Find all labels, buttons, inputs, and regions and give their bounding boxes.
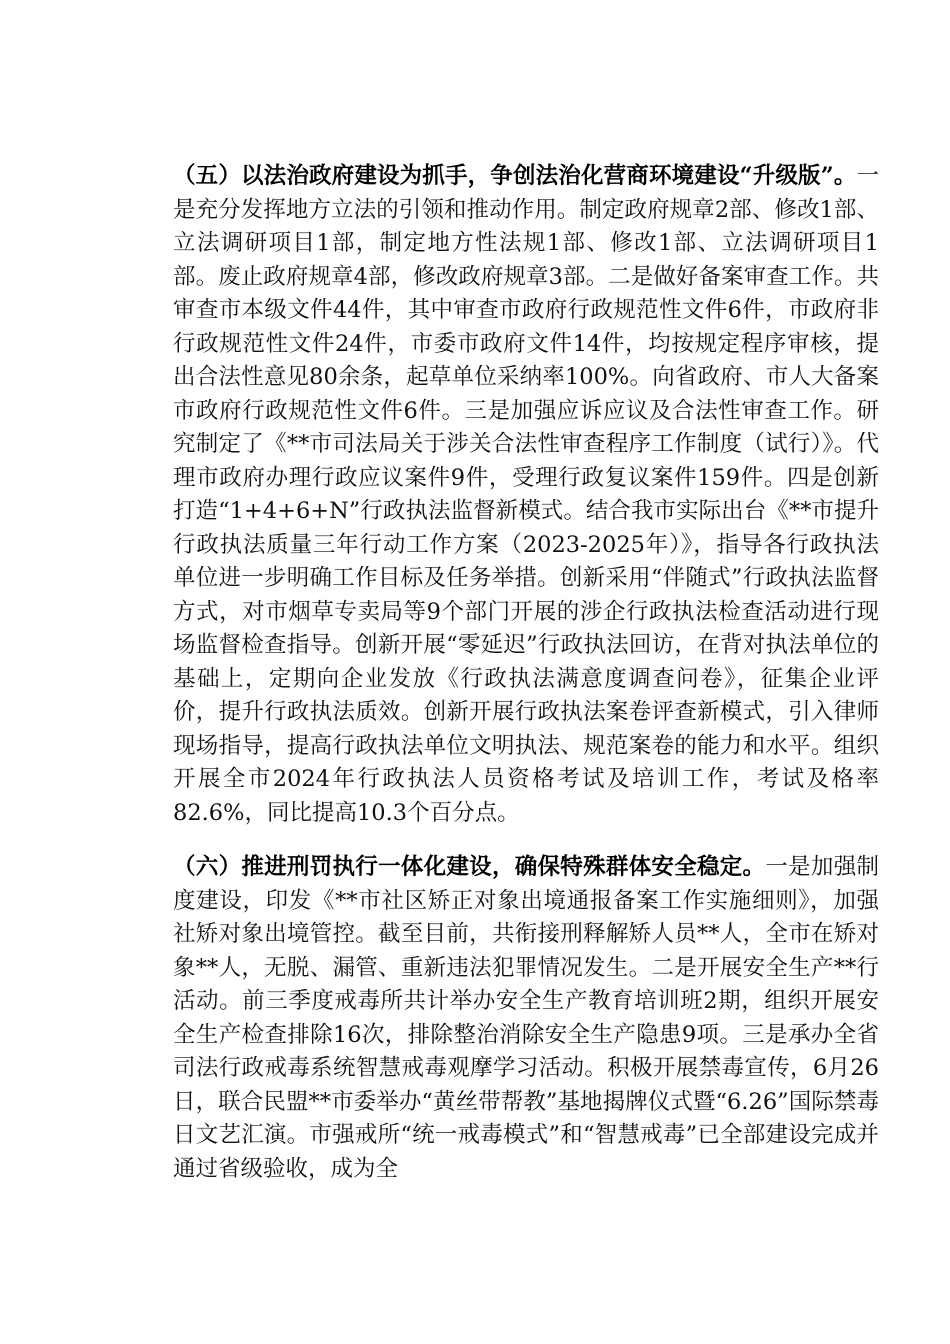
- paragraph-section-6: [128, 851, 879, 1186]
- section-5-heading: （五）以法治政府建设为抓手，争创法治化营商环境建设“升级版”。: [173, 163, 857, 189]
- section-6-heading: （六）推进刑罚执行一体化建设，确保特殊群体安全稳定。: [173, 854, 766, 880]
- section-6-body: 一是加强制度建设，印发《**市社区矫正对象出境通报备案工作实施细则》，加强社矫对象出境管控。截至目前，共衔接刑释解矫人员**人，全市在矫对象**人，无脱、漏管、重新违法犯罪情况发生。二是开展安全生产**行活动。前三季度戒毒所共计举办安全生产教育培训班2期，组织开展安全生产检查排除16次，排除整治消除安全生产隐患9项。三是承办全省司法行政戒毒系统智慧戒毒观摩学习活动。积极开展禁毒宣传，6月26日，联合民盟**市委举办“黄丝带帮教”基地揭牌仪式暨“6.26”国际禁毒日文艺汇演。市强戒所“统一戒毒模式”和“智慧戒毒”已全部建设完成并通过省级验收，成为全: [173, 854, 879, 1182]
- section-5-body: 一是充分发挥地方立法的引领和推动作用。制定政府规章2部、修改1部、立法调研项目1部，制定地方性法规1部、修改1部、立法调研项目1部。废止政府规章4部，修改政府规章3部。二是做好备案审查工作。共审查市本级文件44件，其中审查市政府行政规范性文件6件，市政府非行政规范性文件24件，市委市政府文件14件，均按规定程序审核，提出合法性意见80余条，起草单位采纳率100%。向省政府、市人大备案市政府行政规范性文件6件。三是加强应诉应议及合法性审查工作。研究制定了《**市司法局关于涉关合法性审查程序工作制度（试行）》。代理市政府办理行政应议案件9件，受理行政复议案件159件。四是创新打造“1+4+6+N”行政执法监督新模式。结合我市实际出台《**市提升行政执法质量三年行动工作方案（2023-2025年）》，指导各行政执法单位进一步明确工作目标及任务举措。创新采用“伴随式”行政执法监督方式，对市烟草专卖局等9个部门开展的涉企行政执法检查活动进行现场监督检查指导。创新开展“零延迟”行政执法回访，在背对执法单位的基础上，定期向企业发放《行政执法满意度调查问卷》，征集企业评价，提升行政执法质效。创新开展行政执法案卷评查新模式，引入律师现场指导，提高行政执法单位文明执法、规范案卷的能力和水平。组织开展全市2024年行政执法人员资格考试及培训工作，考试及格率82.6%，同比提高10.3个百分点。: [173, 163, 879, 826]
- paragraph-section-5: [128, 160, 879, 830]
